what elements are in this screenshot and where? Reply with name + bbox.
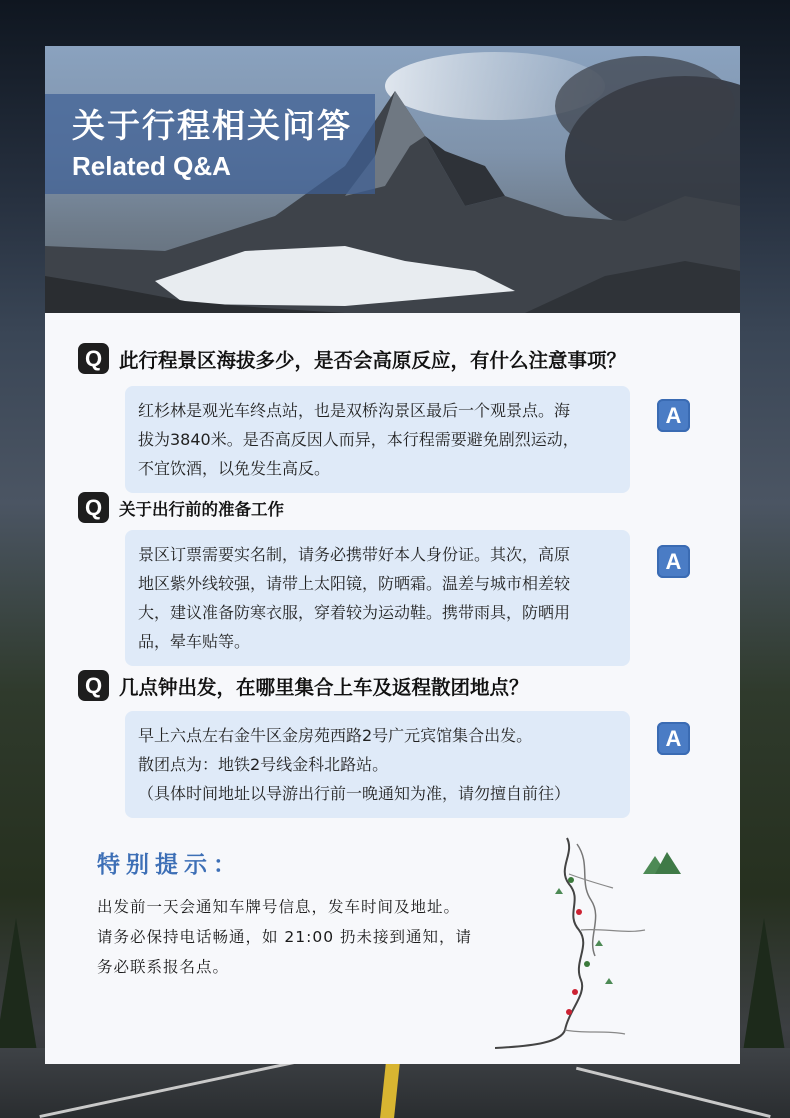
answer-icon: A (657, 545, 690, 578)
hero-mountain-image (45, 46, 740, 313)
tips-line: 请务必保持电话畅通，如 21:00 扔未接到通知，请 (97, 928, 473, 946)
answer-icon: A (657, 399, 690, 432)
answer-line: 景区订票需要实名制，请务必携带好本人身份证。其次，高原 (138, 545, 571, 564)
answer-line: 不宜饮酒，以免发生高反。 (138, 459, 331, 478)
question-text: 几点钟出发，在哪里集合上车及返程散团地点？ (119, 675, 529, 699)
tips-text (97, 892, 537, 982)
page-title: 关于行程相关问答 (72, 106, 352, 145)
answer-line: （具体时间地址以导游出行前一晚通知为准，请勿擅自前往） (138, 784, 571, 803)
question-icon: Q (78, 343, 109, 374)
answer-line: 拔为3840米。是否高反因人而异，本行程需要避免剧烈运动， (138, 430, 579, 449)
answer-2 (125, 530, 630, 666)
background-tree (742, 918, 786, 1058)
header-title-box (45, 94, 375, 194)
road-center-line (380, 1062, 400, 1118)
question-2 (78, 492, 284, 523)
question-icon: Q (78, 492, 109, 523)
answer-line: 品，晕车贴等。 (138, 632, 251, 651)
tips-line: 务必联系报名点。 (97, 958, 230, 976)
tips-title: 特别提示： (97, 852, 242, 878)
answer-line: 大，建议准备防寒衣服，穿着较为运动鞋。携带雨具，防晒用 (138, 603, 571, 622)
answer-1 (125, 386, 630, 493)
tips-line: 出发前一天会通知车牌号信息，发车时间及地址。 (97, 898, 461, 916)
answer-line: 地区紫外线较强，请带上太阳镜，防晒霜。温差与城市相差较 (138, 574, 571, 593)
question-text: 此行程景区海拔多少，是否会高原反应，有什么注意事项？ (119, 348, 627, 372)
road-edge-right (576, 1067, 771, 1118)
answer-line: 红杉林是观光车终点站，也是双桥沟景区最后一个观景点。海 (138, 401, 571, 420)
answer-3 (125, 711, 630, 818)
answer-line: 早上六点左右金牛区金房苑西路2号广元宾馆集合出发。 (138, 726, 533, 745)
route-map-image (495, 834, 705, 1052)
answer-line: 散团点为：地铁2号线金科北路站。 (138, 755, 389, 774)
background-tree (0, 918, 38, 1058)
question-text: 关于出行前的准备工作 (119, 499, 284, 519)
question-1 (78, 343, 626, 374)
question-3 (78, 670, 529, 701)
question-icon: Q (78, 670, 109, 701)
qa-card (45, 46, 740, 1064)
road-edge-left (39, 1061, 294, 1118)
answer-icon: A (657, 722, 690, 755)
page-subtitle: Related Q&A (72, 151, 231, 181)
